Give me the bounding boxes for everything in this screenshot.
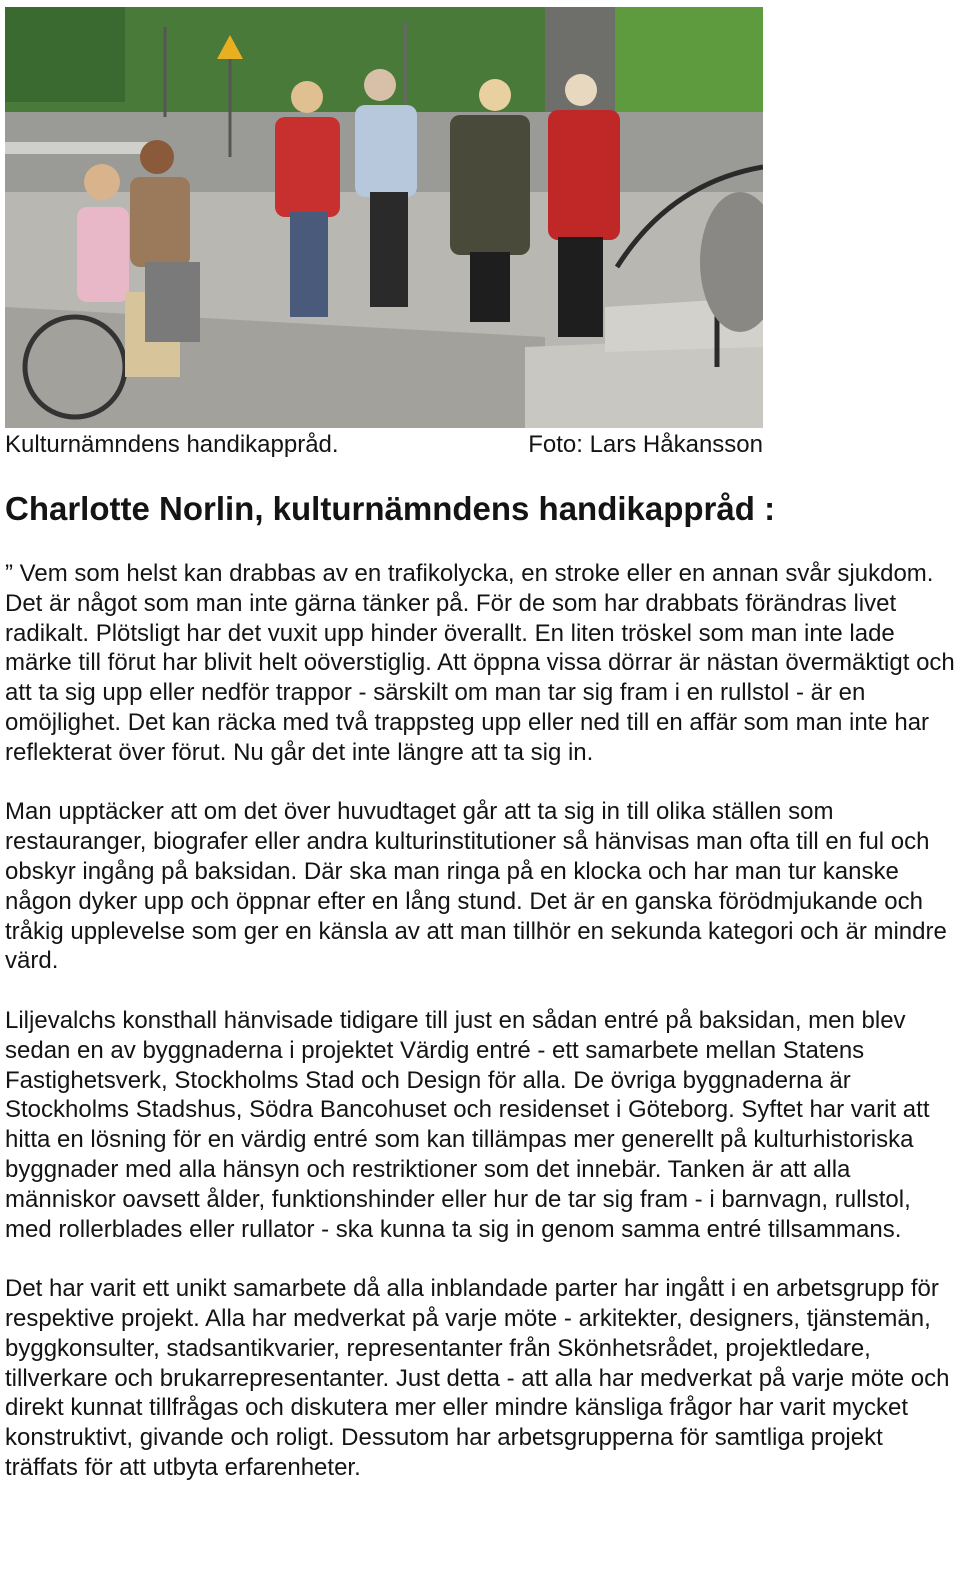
photo-credit: Foto: Lars Håkansson	[528, 431, 763, 458]
paragraph: Liljevalchs konsthall hänvisade tidigare till just en sådan entré på baksidan, men blev sedan en av byggnaderna i projektet Värdig entré - ett samarbete mellan Statens Fastighetsverk, Stockholms Stad och Design för alla. De övriga byggnaderna är Stockholms Stadshus, Södra Bancohuset och residenset i Göteborg. Syftet har varit att hitta en lösning för en värdig entré som kan tillämpas mer generellt på kulturhistoriska byggnader med alla hänsyn och restriktioner som det innebär. Tanken är att alla människor oavsett ålder, funktionshinder eller hur de tar sig fram - i barnvagn, rullstol, med rollerblades eller rullator - ska kunna ta sig in genom samma entré tillsammans.	[5, 1006, 930, 1243]
paragraph: Man upptäcker att om det över huvudtaget går att ta sig in till olika ställen som restauranger, biografer eller andra kulturinstitutioner så hänvisas man ofta till en ful och obskyr ingång på baksidan. Där ska man ringa på en klocka och har man tur kanske någon dyker upp och öppnar efter en lång stund. Det är en ganska förödmjukande och tråkig upplevelse som ger en känsla av att man tillhör en sekunda kategori och är mindre värd.	[5, 798, 947, 975]
paragraph: ” Vem som helst kan drabbas av en trafikolycka, en stroke eller en annan svår sjukdom. Det är något som man inte gärna tänker på. För de som har drabbats förändras livet radikalt. Plötsligt har det vuxit upp hinder överallt. En liten tröskel som man inte lade märke till förut har blivit helt oöverstiglig. Att öppna vissa dörrar är nästan övermäktigt och att ta sig upp eller nedför trappor - särskilt om man tar sig fram i en rullstol - är en omöjlighet. Det kan räcka med två trappsteg upp eller ned till en affär som man inte har reflekterat över förut. Nu går det inte längre att ta sig in.	[5, 560, 955, 766]
article-heading: Charlotte Norlin, kulturnämndens handikappråd :	[5, 490, 776, 527]
photo-caption	[5, 430, 763, 460]
paragraph: Det har varit ett unikt samarbete då alla inblandade parter har ingått i en arbetsgrupp för respektive projekt. Alla har medverkat på varje möte - arkitekter, designers, tjänstemän, byggkonsulter, stadsantikvarier, representanter från Skönhetsrådet, projektledare, tillverkare och brukarrepresentanter. Just detta - att alla har medverkat på varje möte och direkt kunnat tillfrågas och diskutera mer eller mindre känsliga frågor har varit mycket konstruktivt, givande och roligt. Dessutom har arbetsgrupperna för samtliga projekt träffats för att utbyta erfarenheter.	[5, 1275, 950, 1481]
caption-text: Kulturnämndens handikappråd.	[5, 431, 339, 458]
article-body	[5, 559, 957, 1513]
group-photo	[5, 7, 763, 428]
